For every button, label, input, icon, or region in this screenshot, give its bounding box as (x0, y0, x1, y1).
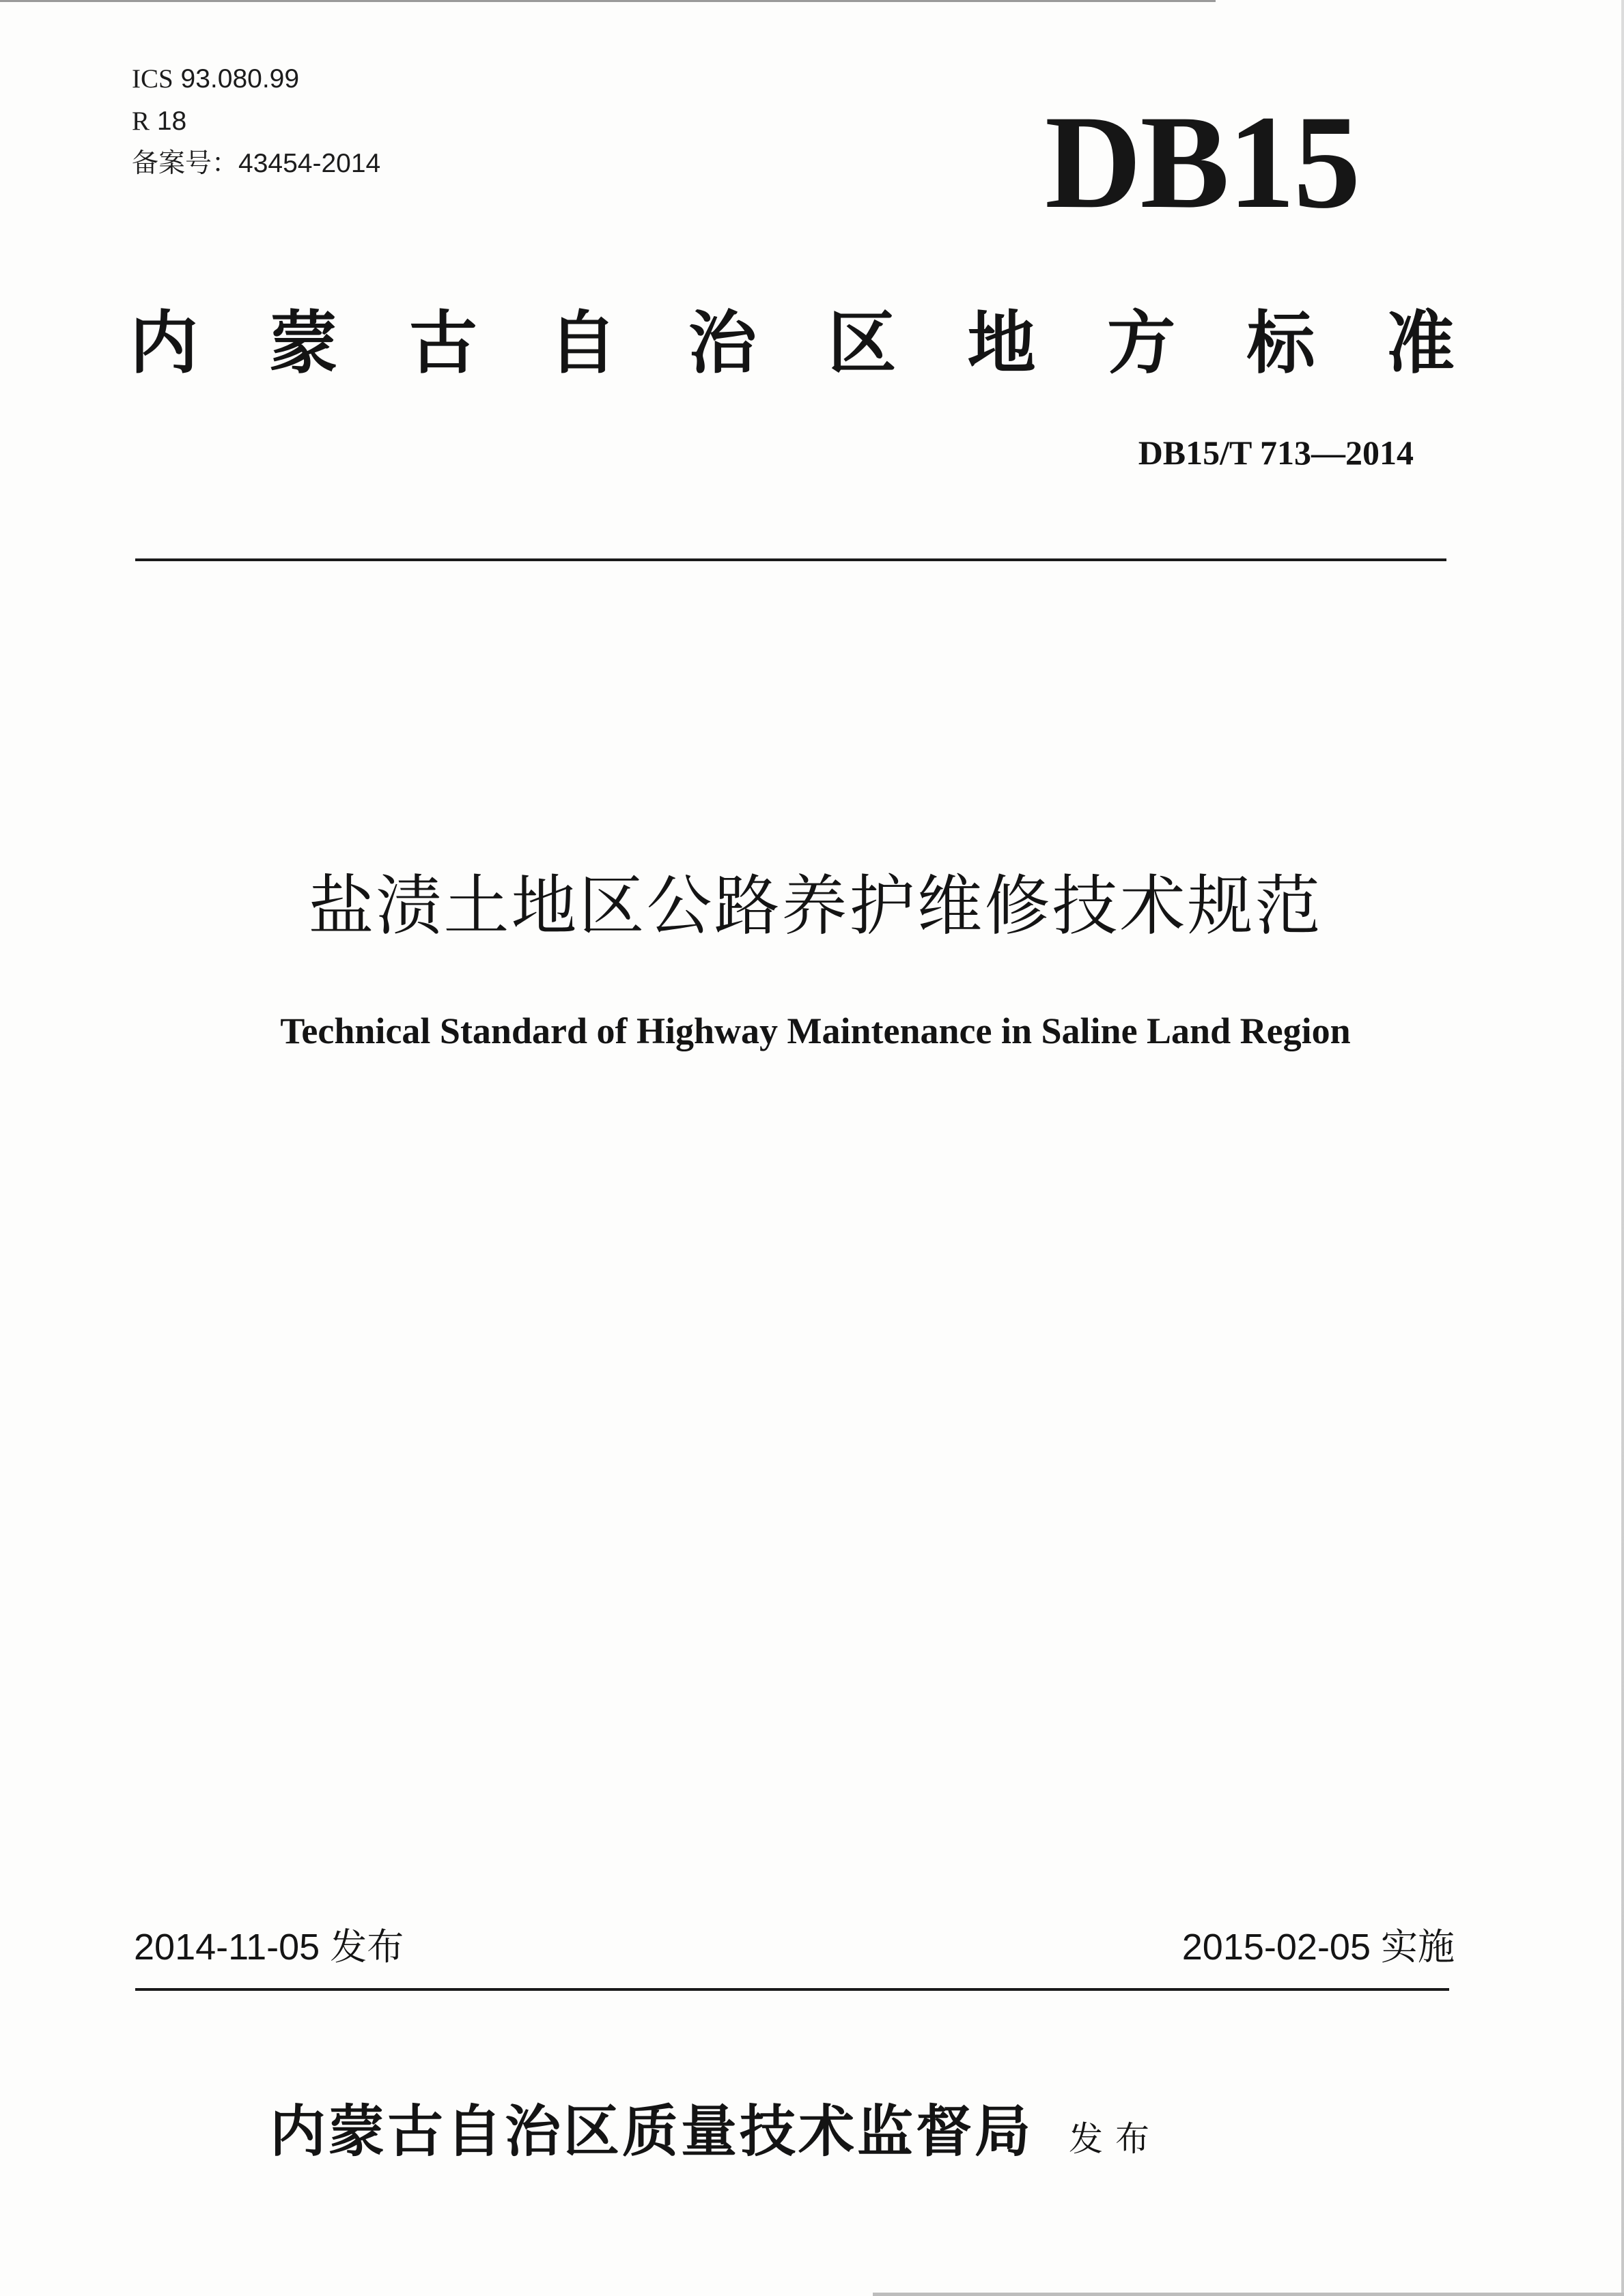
top-divider (135, 558, 1446, 561)
db15-logo: DB15 (1045, 88, 1360, 236)
ccs-code-line (132, 100, 380, 143)
title-char: 准 (1386, 302, 1455, 383)
implementation-date: 2015-02-05 实施 (1181, 1927, 1455, 1968)
scan-edge-bottom (873, 2293, 1624, 2296)
publisher-verb: 发布 (1069, 2119, 1162, 2159)
title-char: 古 (408, 302, 477, 383)
title-char: 区 (828, 302, 897, 383)
title-char: 治 (688, 302, 757, 383)
publisher-name: 内蒙古自治区质量技术监督局 (270, 2099, 1034, 2164)
title-char: 内 (130, 302, 198, 383)
ics-code-line (132, 58, 380, 100)
bottom-divider (135, 1988, 1449, 1991)
title-char: 蒙 (269, 302, 338, 383)
ics-label: ICS (132, 64, 173, 94)
issue-date: 2014-11-05 发布 (134, 1927, 404, 1968)
title-char: 标 (1246, 302, 1315, 383)
title-char: 地 (967, 302, 1036, 383)
record-label: 备案号： (132, 149, 239, 178)
ccs-value: 18 (156, 107, 187, 136)
scan-edge-right (1621, 0, 1624, 2296)
standard-category-title (130, 295, 1455, 391)
ccs-label: R (132, 107, 150, 136)
scan-edge-top (0, 0, 1216, 2)
document-title-chinese: 盐渍土地区公路养护维修技术规范 (308, 868, 1323, 944)
classification-codes (132, 58, 380, 185)
record-number-line (132, 143, 380, 185)
document-title-english: Technical Standard of Highway Maintenance in Saline Land Region (280, 1010, 1351, 1051)
standard-number: DB15/T 713—2014 (1138, 434, 1414, 472)
publisher-line (270, 2091, 1162, 2180)
ics-value: 93.080.99 (180, 64, 300, 94)
title-char: 自 (548, 302, 617, 383)
record-value: 43454-2014 (238, 149, 381, 178)
title-char: 方 (1107, 302, 1176, 383)
